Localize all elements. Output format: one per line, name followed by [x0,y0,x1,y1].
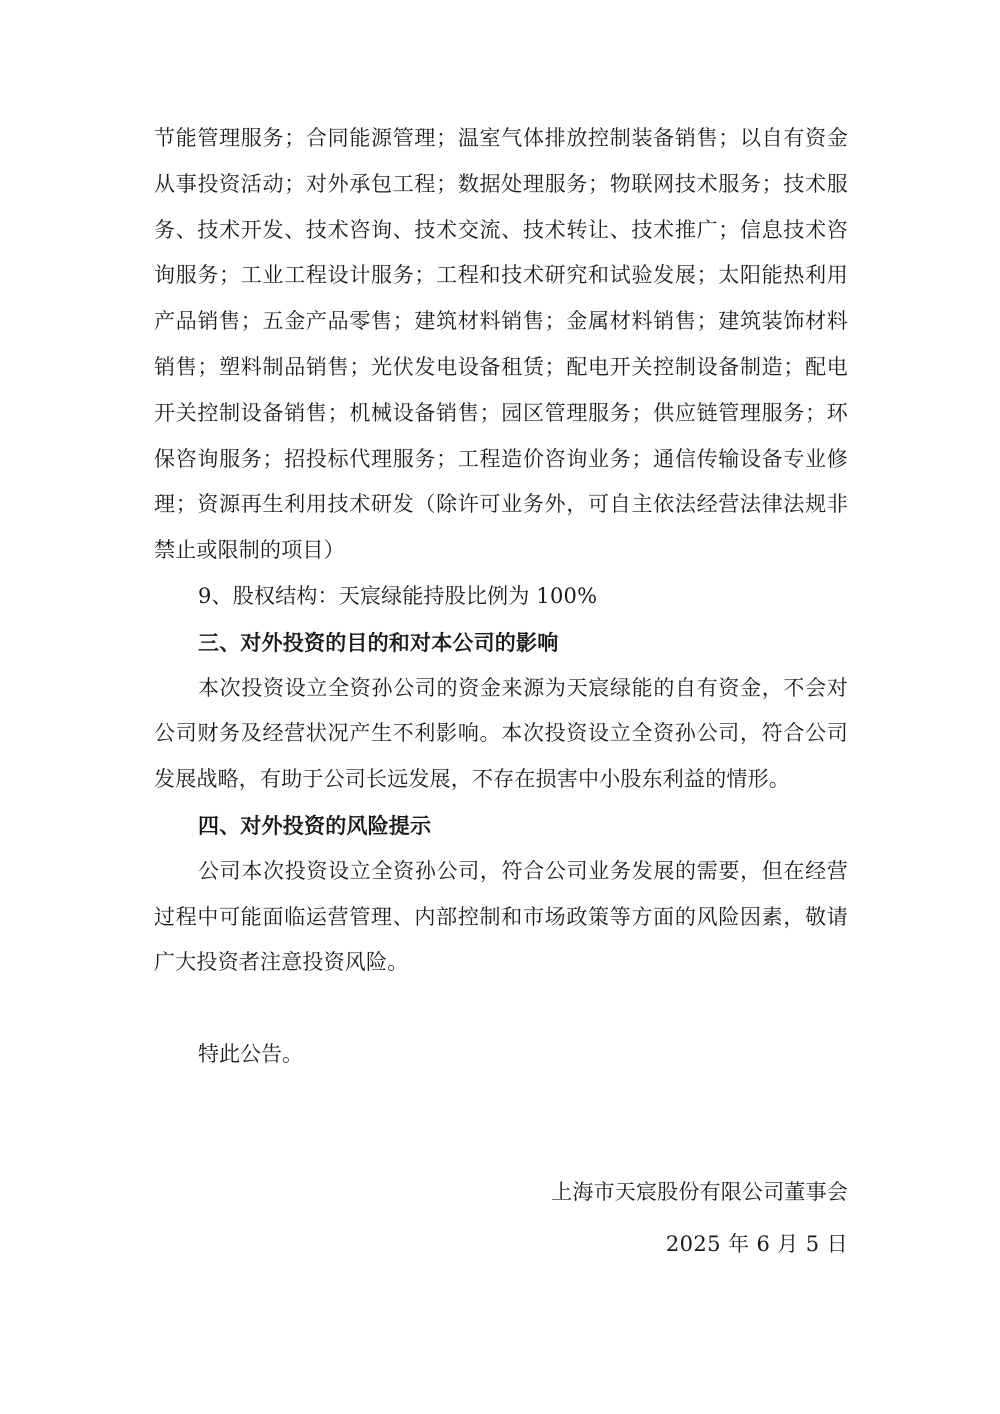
signatory: 上海市天宸股份有限公司董事会 [551,1180,848,1204]
blank-line [154,986,848,1032]
closing-statement: 特此公告。 [198,1041,303,1066]
business-scope-paragraph: 节能管理服务；合同能源管理；温室气体排放控制装备销售；以自有资金从事投资活动；对外承包工程；数据处理服务；物联网技术服务；技术服务、技术开发、技术咨询、技术交流、技术转让、技术推广；信息技术咨询服务；工业工程设计服务；工程和技术研究和试验发展；太阳能热利用产品销售；五金产品零售；建筑材料销售；金属材料销售；建筑装饰材料销售；塑料制品销售；光伏发电设备租赁；配电开关控制设备制造；配电开关控制设备销售；机械设备销售；园区管理服务；供应链管理服务；环保咨询服务；招投标代理服务；工程造价咨询业务；通信传输设备专业修理；资源再生利用技术研发（除许可业务外，可自主依法经营法律法规非禁止或限制的项目） [154,126,848,563]
section-3-body: 本次投资设立全资孙公司的资金来源为天宸绿能的自有资金，不会对公司财务及经营状况产生不利影响。本次投资设立全资孙公司，符合公司发展战略，有助于公司长远发展，不存在损害中小股东利益的情形。 [154,675,848,792]
equity-structure-item: 9、股权结构：天宸绿能持股比例为 100% [198,583,598,608]
section-3-heading: 三、对外投资的目的和对本公司的影响 [198,629,559,655]
document-body [154,116,848,1078]
section-4-heading: 四、对外投资的风险提示 [198,812,432,838]
section-4-body: 公司本次投资设立全资孙公司，符合公司业务发展的需要，但在经营过程中可能面临运营管理、内部控制和市场政策等方面的风险因素，敬请广大投资者注意投资风险。 [154,858,848,975]
announcement-date: 2025 年 6 月 5 日 [665,1232,848,1256]
